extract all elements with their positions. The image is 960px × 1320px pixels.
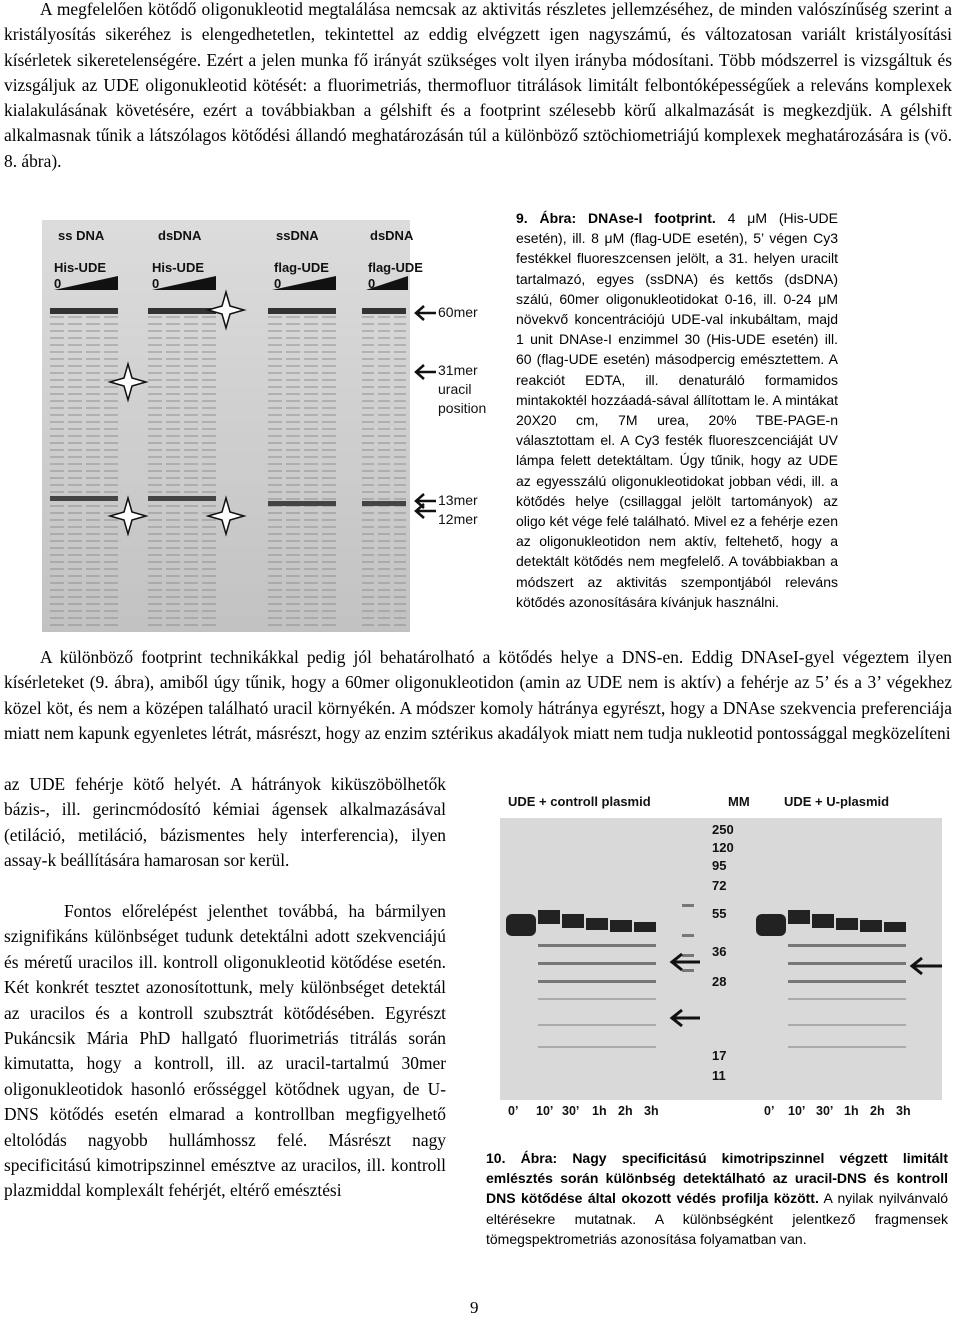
fig10-right-title: UDE + U-plasmid <box>784 794 890 809</box>
marker-60mer: 60mer <box>438 304 478 320</box>
footprint-gel-image <box>36 216 502 634</box>
zero-label-3: 0 <box>274 276 282 291</box>
fig10-left-title: UDE + controll plasmid <box>508 794 651 809</box>
marker-31mer: 31mer <box>438 362 478 378</box>
figure10-caption-body: A nyilak nyilvánvaló eltérésekre mutatnak. A különbségként jelentkező fragmensek tömegspektrometriás azonosítása folyamatban van. <box>486 1190 948 1247</box>
zero-label-2: 0 <box>152 276 160 291</box>
marker-position: position <box>438 400 487 416</box>
time-right-3h: 3h <box>896 1104 911 1118</box>
time-right-1h: 1h <box>844 1104 859 1118</box>
protein-label-his-2: His-UDE <box>152 260 205 275</box>
mw-17: 17 <box>712 1048 727 1063</box>
mw-55: 55 <box>712 906 727 921</box>
fig10-mm-title: MM <box>728 794 750 809</box>
time-left-1h: 1h <box>592 1104 607 1118</box>
marker-uracil: uracil <box>438 381 472 397</box>
time-right-30: 30’ <box>816 1104 834 1118</box>
side-paragraph-1: az UDE fehérje kötő helyét. A hátrányok kiküszöbölhetők bázis-, ill. gerincmódosító kémiai ágensek alkalmazásával (etiláció, metiláció, bázismentes hely interferencia), ilyen assay-k beállítására hamarosan sor kerül. <box>4 774 446 871</box>
zero-label-4: 0 <box>368 276 376 291</box>
mw-95: 95 <box>712 858 727 873</box>
figure10-caption <box>486 1148 948 1249</box>
time-left-10: 10’ <box>536 1104 554 1118</box>
zero-label-1: 0 <box>54 276 62 291</box>
mw-28: 28 <box>712 974 727 989</box>
group-label-dsdna-1: dsDNA <box>158 228 202 243</box>
mw-36: 36 <box>712 944 727 959</box>
figure10-gel <box>476 784 952 1128</box>
mw-72: 72 <box>712 878 727 893</box>
mw-120: 120 <box>712 840 734 855</box>
time-left-0: 0’ <box>508 1104 519 1118</box>
figure9-gel <box>36 216 502 634</box>
protein-label-his-1: His-UDE <box>54 260 107 275</box>
intro-paragraph: A megfelelően kötődő oligonukleotid megtalálása nemcsak az aktivitás részletes jellemzéséhez, de minden valószínűség szerint a kristályosítás sikeréhez is elengedhetetlen, tekintettel az eddig elvégzett igen nagyszámú, és változatosan variált kristályosítási kísérletek sikeretelenségére. Ezért a jelen munka fő irányát szükséges volt ilyen irányba módosítani. Több módszerrel is vizsgáltuk és vizsgáljuk az UDE oligonukleotid kötését: a fluorimetriás, thermofluor titrálások limitált felbontóképességűek a releváns komplexek kialakulásának követésére, ezért a továbbiakban a gélshift és a footprint szélesebb körű alkalmazását is megkezdjük. A gélshift alkalmasnak tűnik a látszólagos kötődési állandó meghatározásán túl a különböző sztöchiometriájú komplexek meghatározására is (vö. 8. ábra). <box>4 0 952 171</box>
group-label-ssdna-2: ssDNA <box>276 228 319 243</box>
protein-label-flag-1: flag-UDE <box>274 260 329 275</box>
side-paragraph-2: Fontos előrelépést jelenthet továbbá, ha bármilyen szignifikáns különbséget tudunk detektálni adott szekvenciájú és méretű uracilos ill. kontroll oligonukleotid kötődése esetén. Két konkrét tesztet azonosítottunk, mely különbséget detektál az uracilos és a kontroll szubsztrát kötődésében. Egyrészt Pukáncsik Mária PhD hallgató fluorimetriás titrálás során kimutatta, hogy a kontroll, ill. az uracil-tartalmú 30mer oligonukleotidok hasonló erősséggel kötődnek ugyan, de U-DNS kötődés esetén elmarad a kontrollban megfigyelhető eltolódás nagyobb hullámhossz felé. Másrészt nagy specificitású kimotripszinnel emésztve az uracilos, ill. kontroll plazmiddal komplexált fehérjét, eltérő emésztési <box>4 901 446 1201</box>
group-label-dsdna-2: dsDNA <box>370 228 414 243</box>
figure9-caption <box>516 208 838 612</box>
figure10-caption-title: 10. Ábra: Nagy specificitású kimotripszinnel végzett limitált emlésztés során különbség detektálható az uracil-DNS és kontroll DNS kötődése által okozott védés profilja között. <box>486 1150 948 1207</box>
time-left-30: 30’ <box>562 1104 580 1118</box>
protein-label-flag-2: flag-UDE <box>368 260 423 275</box>
time-left-2h: 2h <box>618 1104 633 1118</box>
mw-11: 11 <box>712 1068 726 1083</box>
marker-13mer: 13mer <box>438 492 478 508</box>
figure9-caption-title: 9. Ábra: DNAse-I footprint. <box>516 210 716 226</box>
time-right-0: 0’ <box>764 1104 775 1118</box>
time-left-3h: 3h <box>644 1104 659 1118</box>
group-label-ssdna-1: ss DNA <box>58 228 105 243</box>
figure9-caption-body: 4 μM (His-UDE esetén), ill. 8 μM (flag-UDE esetén), 5’ végen Cy3 festékkel fluoreszcensen jelölt, a 31. helyen uracilt tartalmazó, egyes (ssDNA) és kettős (dsDNA) szálú, 60mer oligonukleotidokat 0-16, ill. 0-24 μM növekvő koncentrációjú UDE-val inkubáltam, majd 1 unit DNAse-I enzimmel 30 (His-UDE esetén) ill. 60 (flag-UDE esetén) másodpercig emésztettem. A reakciót EDTA, ill. denaturáló formamidos mintakoktél hozzáadá-sával állítottam le. A mintákat 20X20 cm, 7M urea, 20% TBE-PAGE-n választottam el. A Cy3 festék fluoreszcenciáját UV lámpa felett detektáltam. Úgy tűnik, hogy az UDE az egyesszálú oligonukleotidokat jobban védi, ill. a kötődés helye (csillaggal jelölt tartományok) az oligo két vége felé található. Mivel ez a fehérje ezen az oligonukleotidon nem aktív, feltehető, hogy a detektált kötődés nem megfelelő. A továbbiakban a módszert az aktivitás szempontjából releváns kötődés azonosítására kívánjuk használni. <box>516 210 838 610</box>
time-right-10: 10’ <box>788 1104 806 1118</box>
marker-12mer: 12mer <box>438 511 478 527</box>
time-right-2h: 2h <box>870 1104 885 1118</box>
mw-250: 250 <box>712 822 734 837</box>
footprint-paragraph: A különböző footprint technikákkal pedig jól behatárolható a kötődés helye a DNS-en. Eddig DNAseI-gyel végeztem ilyen kísérleteket (9. ábra), amiből úgy tűnik, hogy a 60mer oligonukleotidon (amin az UDE nem is aktív) a fehérje az 5’ és a 3’ végekhez közel köt, és nem a középen található uracil környékén. A módszer komoly hátránya egyrészt, hogy a DNAse szekvencia preferenciája miatt nem kapunk egyenletes létrát, másrészt, hogy az enzim sztérikus akadályok miatt nem tudja nukleotid pontossággal megközelíteni <box>4 647 952 743</box>
page-number: 9 <box>470 1298 479 1317</box>
